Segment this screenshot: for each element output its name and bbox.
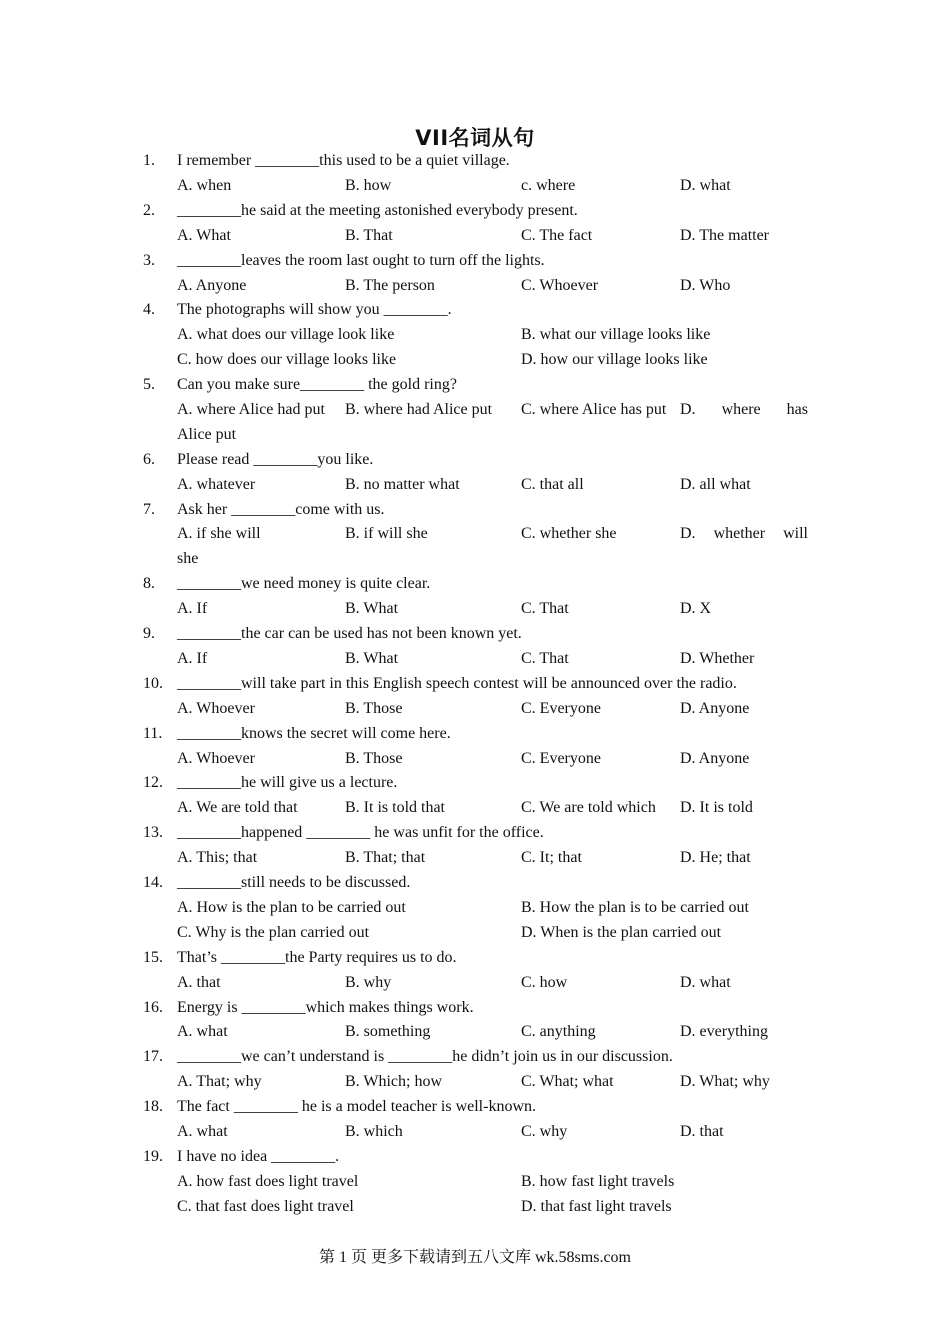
question-number: 19. (143, 1147, 163, 1165)
option-d: D. The matter (680, 226, 770, 244)
question-item (143, 622, 808, 672)
question-stem: ________will take part in this English speech contest will be announced over the radio. (177, 674, 737, 692)
option-a: A. that (177, 973, 221, 991)
question-stem: That’s ________the Party requires us to do. (177, 948, 457, 966)
option-row (177, 846, 808, 871)
option-d: D. What; why (680, 1073, 770, 1091)
question-item (143, 722, 808, 772)
question-stem: ________still needs to be discussed. (177, 874, 411, 892)
option-c: C. anything (521, 1023, 596, 1041)
option-b: B. something (345, 1023, 431, 1041)
option-d: D. that (680, 1123, 724, 1141)
question-item (143, 572, 808, 622)
option-c: C. Why is the plan carried out (177, 923, 370, 941)
option-d: D. X (680, 600, 712, 618)
option-d: D. It is told (680, 799, 753, 817)
option-a: A. what (177, 1023, 228, 1041)
option-b: B. which (345, 1123, 403, 1141)
option-row (177, 473, 808, 498)
option-a: A. This; that (177, 849, 258, 867)
question-number: 3. (143, 251, 155, 269)
option-d: D. Anyone (680, 749, 750, 767)
question-item (143, 672, 808, 722)
question-item (143, 771, 808, 821)
option-b: B. what our village looks like (521, 326, 711, 344)
question-number: 8. (143, 575, 155, 593)
option-a: A. We are told that (177, 799, 298, 817)
option-b: B. if will she (345, 525, 428, 543)
option-row (177, 747, 808, 772)
option-c: C. Everyone (521, 699, 601, 717)
option-c: C. We are told which (521, 799, 656, 817)
option-d-continued: Alice put (177, 425, 237, 443)
question-number: 11. (143, 724, 163, 742)
option-row (177, 224, 808, 249)
option-b: B. What (345, 600, 399, 618)
option-c: C. that fast does light travel (177, 1197, 354, 1215)
option-c: C. whether she (521, 525, 617, 543)
question-stem: Ask her ________come with us. (177, 500, 385, 518)
option-a: A. If (177, 649, 208, 667)
option-b: B. Those (345, 749, 403, 767)
question-item (143, 149, 808, 199)
option-d: D. what (680, 973, 731, 991)
question-item (143, 1095, 808, 1145)
option-b: B. What (345, 649, 399, 667)
option-d-prefix: D. (680, 400, 696, 418)
option-row (177, 896, 808, 921)
option-a: A. if she will (177, 525, 261, 543)
option-b: B. Which; how (345, 1073, 443, 1091)
option-c: C. The fact (521, 226, 593, 244)
question-stem: ________the car can be used has not been known yet. (177, 625, 522, 643)
question-number: 18. (143, 1098, 163, 1116)
option-c: c. where (521, 176, 576, 194)
question-stem: Can you make sure________ the gold ring? (177, 376, 457, 394)
option-d: D. what (680, 176, 731, 194)
question-number: 14. (143, 874, 163, 892)
option-a: A. That; why (177, 1073, 262, 1091)
option-c: C. how does our village looks like (177, 351, 397, 369)
option-row (177, 1195, 808, 1220)
option-d-word: has (786, 400, 808, 418)
question-number: 9. (143, 625, 155, 643)
option-b: B. The person (345, 276, 435, 294)
question-item (143, 448, 808, 498)
option-d: D. Whether (680, 649, 755, 667)
option-d: D. Who (680, 276, 731, 294)
question-item (143, 498, 808, 573)
option-row (177, 647, 808, 672)
option-a: A. What (177, 226, 231, 244)
option-d-word: will (783, 525, 808, 543)
option-row (177, 522, 808, 547)
question-item (143, 373, 808, 448)
option-a: A. Whoever (177, 749, 255, 767)
question-stem: ________he said at the meeting astonished everybody present. (177, 201, 578, 219)
question-item (143, 871, 808, 946)
option-c: C. That (521, 649, 569, 667)
question-item (143, 199, 808, 249)
option-d-prefix: D. (680, 525, 696, 543)
option-row (177, 398, 808, 423)
option-b: B. How the plan is to be carried out (521, 898, 749, 916)
question-item (143, 1145, 808, 1220)
option-a: A. whatever (177, 475, 256, 493)
question-stem: ________knows the secret will come here. (177, 724, 451, 742)
option-row (177, 597, 808, 622)
question-number: 4. (143, 301, 155, 319)
option-b: B. Those (345, 699, 403, 717)
option-b: B. how fast light travels (521, 1172, 675, 1190)
option-row (177, 323, 808, 348)
question-stem: Please read ________you like. (177, 450, 374, 468)
question-number: 6. (143, 450, 155, 468)
option-row (177, 348, 808, 373)
option-d: D. that fast light travels (521, 1197, 672, 1215)
question-number: 13. (143, 824, 163, 842)
option-row (177, 174, 808, 199)
page-footer: 第 1 页 更多下载请到五八文库 wk.58sms.com (318, 1249, 631, 1266)
question-number: 17. (143, 1048, 163, 1066)
option-row (177, 1170, 808, 1195)
option-b: B. why (345, 973, 392, 991)
option-d: D. He; that (680, 849, 751, 867)
question-stem: ________we need money is quite clear. (177, 575, 431, 593)
option-a: A. when (177, 176, 232, 194)
question-item (143, 249, 808, 299)
option-d: D. Anyone (680, 699, 750, 717)
question-number: 5. (143, 376, 155, 394)
option-d-word: whether (713, 525, 766, 543)
option-d (680, 398, 808, 423)
question-stem: ________we can’t understand is ________he didn’t join us in our discussion. (177, 1048, 673, 1066)
option-row (177, 274, 808, 299)
option-a: A. what (177, 1123, 228, 1141)
question-number: 12. (143, 774, 163, 792)
option-c: C. What; what (521, 1073, 614, 1091)
option-d-continued: she (177, 550, 199, 568)
option-c: C. how (521, 973, 568, 991)
option-row (177, 1120, 808, 1145)
option-a: A. Anyone (177, 276, 247, 294)
option-c: C. where Alice has put (521, 400, 667, 418)
question-item (143, 1045, 808, 1095)
option-row (177, 796, 808, 821)
option-row (177, 1070, 808, 1095)
question-item (143, 821, 808, 871)
option-c: C. Everyone (521, 749, 601, 767)
question-number: 16. (143, 998, 163, 1016)
question-stem: ________happened ________ he was unfit for the office. (177, 824, 544, 842)
question-number: 2. (143, 201, 155, 219)
option-a: A. How is the plan to be carried out (177, 898, 406, 916)
question-stem: I remember ________this used to be a quiet village. (177, 152, 510, 169)
question-item (143, 298, 808, 373)
option-b: B. no matter what (345, 475, 460, 493)
option-row (177, 971, 808, 996)
option-d: D. everything (680, 1023, 768, 1041)
option-b: B. That (345, 226, 393, 244)
option-a: A. what does our village look like (177, 326, 395, 344)
question-stem: The photographs will show you ________. (177, 301, 452, 319)
question-number: 7. (143, 500, 155, 518)
question-stem: Energy is ________which makes things work. (177, 998, 474, 1016)
option-d: D. all what (680, 475, 751, 493)
question-stem: The fact ________ he is a model teacher is well-known. (177, 1098, 536, 1116)
question-number: 10. (143, 674, 163, 692)
page-title: VII名词从句 (415, 126, 535, 150)
option-a: A. where Alice had put (177, 400, 325, 418)
question-number: 15. (143, 948, 163, 966)
option-b: B. how (345, 176, 392, 194)
question-stem: ________leaves the room last ought to turn off the lights. (177, 251, 545, 269)
option-b: B. That; that (345, 849, 426, 867)
option-c: C. that all (521, 475, 584, 493)
option-a: A. how fast does light travel (177, 1172, 359, 1190)
question-item (143, 996, 808, 1046)
option-a: A. If (177, 600, 208, 618)
option-d (680, 522, 808, 547)
option-row (177, 697, 808, 722)
option-b: B. It is told that (345, 799, 445, 817)
option-a: A. Whoever (177, 699, 255, 717)
option-d: D. how our village looks like (521, 351, 708, 369)
option-c: C. That (521, 600, 569, 618)
option-d-word: where (721, 400, 761, 418)
option-c: C. why (521, 1123, 568, 1141)
question-item (143, 946, 808, 996)
question-number: 1. (143, 152, 155, 169)
option-row (177, 1020, 808, 1045)
option-c: C. Whoever (521, 276, 599, 294)
question-stem: ________he will give us a lecture. (177, 774, 398, 792)
option-row (177, 921, 808, 946)
option-b: B. where had Alice put (345, 400, 493, 418)
option-c: C. It; that (521, 849, 582, 867)
question-stem: I have no idea ________. (177, 1147, 340, 1165)
question-list (143, 149, 808, 1220)
option-d: D. When is the plan carried out (521, 923, 722, 941)
